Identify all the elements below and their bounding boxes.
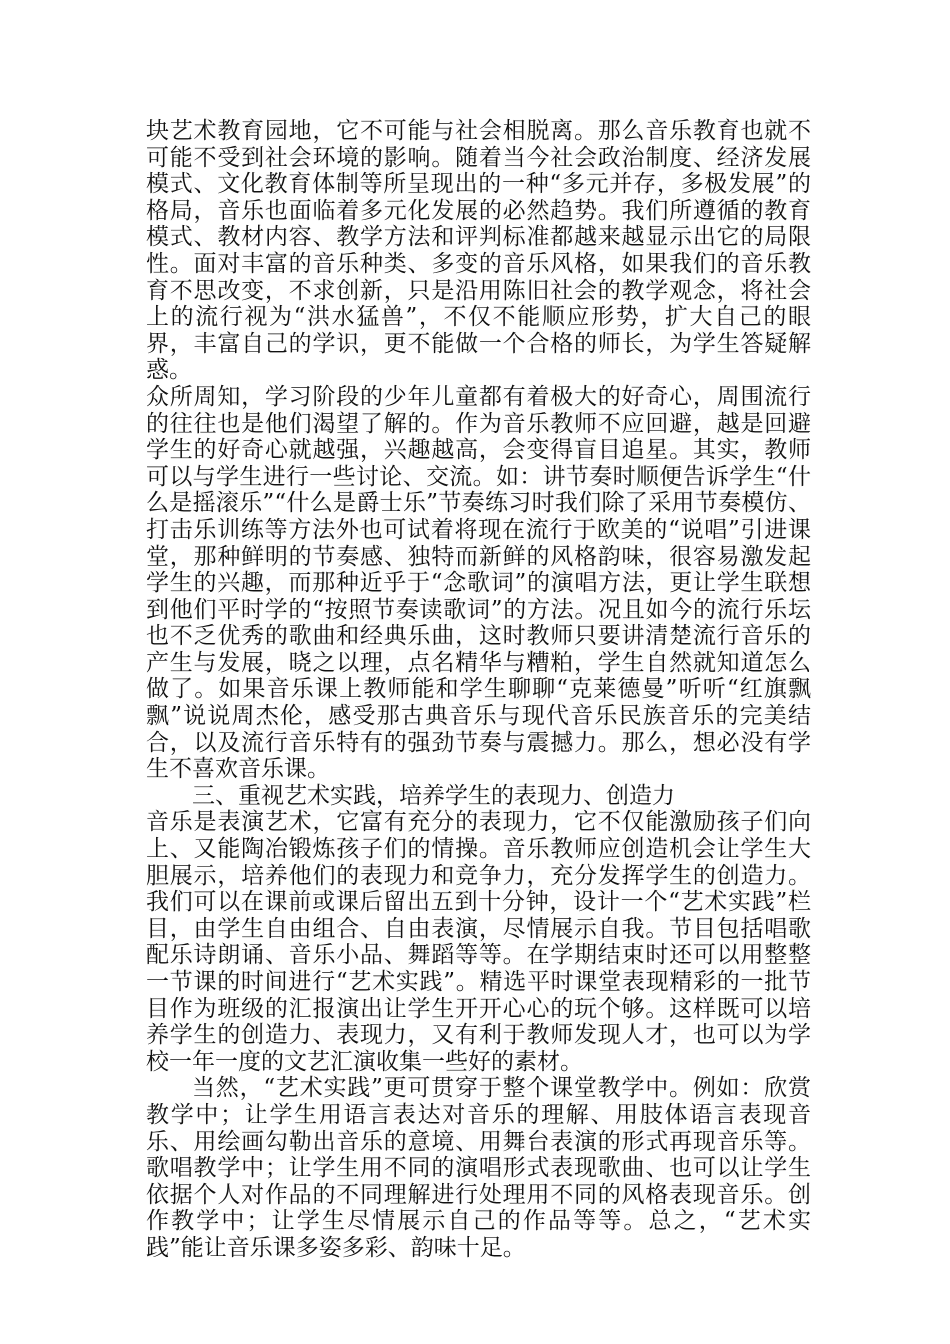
paragraph-4: 当然，“艺术实践”更可贯穿于整个课堂教学中。例如：欣赏教学中；让学生用语言表达对音乐的理解、用肢体语言表现音乐、用绘画勾勒出音乐的意境、用舞台表演的形式再现音乐等。歌唱教学中；让学生用不同的演唱形式表现歌曲、也可以让学生依据个人对作品的不同理解进行处理用不同的风格表现音乐。创作教学中；让学生尽情展示自己的作品等等。总之，“艺术实践”能让音乐课多姿多彩、韵味十足。	[146, 1075, 811, 1261]
paragraph-1: 块艺术教育园地，它不可能与社会相脱离。那么音乐教育也就不可能不受到社会环境的影响。随着当今社会政治制度、经济发展模式、文化教育体制等所呈现出的一种“多元并存，多极发展”的格局，音乐也面临着多元化发展的必然趋势。我们所遵循的教育模式、教材内容、教学方法和评判标准都越来越显示出它的局限性。面对丰富的音乐种类、多变的音乐风格，如果我们的音乐教育不思改变，不求创新，只是沿用陈旧社会的教学观念，将社会上的流行视为“洪水猛兽”，不仅不能顺应形势，扩大自己的眼界，丰富自己的学识，更不能做一个合格的师长，为学生答疑解惑。	[146, 118, 811, 384]
section-heading: 三、重视艺术实践，培养学生的表现力、创造力	[192, 782, 675, 809]
paragraph-3: 音乐是表演艺术，它富有充分的表现力，它不仅能激励孩子们向上、又能陶冶锻炼孩子们的情操。音乐教师应创造机会让学生大胆展示，培养他们的表现力和竞争力，充分发挥学生的创造力。我们可以在课前或课后留出五到十分钟，设计一个“艺术实践”栏目，由学生自由组合、自由表演，尽情展示自我。节目包括唱歌配乐诗朗诵、音乐小品、舞蹈等等。在学期结束时还可以用整整一节课的时间进行“艺术实践”。精选平时课堂表现精彩的一批节目作为班级的汇报演出让学生开开心心的玩个够。这样既可以培养学生的创造力、表现力，又有利于教师发现人才，也可以为学校一年一度的文艺汇演收集一些好的素材。	[146, 809, 811, 1075]
paragraph-2: 众所周知，学习阶段的少年儿童都有着极大的好奇心，周围流行的往往也是他们渴望了解的。作为音乐教师不应回避，越是回避学生的好奇心就越强，兴趣越高，会变得盲目追星。其实，教师可以与学生进行一些讨论、交流。如：讲节奏时顺便告诉学生“什么是摇滚乐”“什么是爵士乐”节奏练习时我们除了采用节奏模仿、打击乐训练等方法外也可试着将现在流行于欧美的“说唱”引进课堂，那种鲜明的节奏感、独特而新鲜的风格韵味，很容易激发起学生的兴趣，而那种近乎于“念歌词”的演唱方法，更让学生联想到他们平时学的“按照节奏读歌词”的方法。况且如今的流行乐坛也不乏优秀的歌曲和经典乐曲，这时教师只要讲清楚流行音乐的产生与发展，晓之以理，点名精华与糟粕，学生自然就知道怎么做了。如果音乐课上教师能和学生聊聊“克莱德曼”听听“红旗飘飘”说说周杰伦，感受那古典音乐与现代音乐民族音乐的完美结合，以及流行音乐特有的强劲节奏与震撼力。那么，想必没有学生不喜欢音乐课。	[146, 383, 811, 783]
document-body	[146, 118, 811, 1262]
